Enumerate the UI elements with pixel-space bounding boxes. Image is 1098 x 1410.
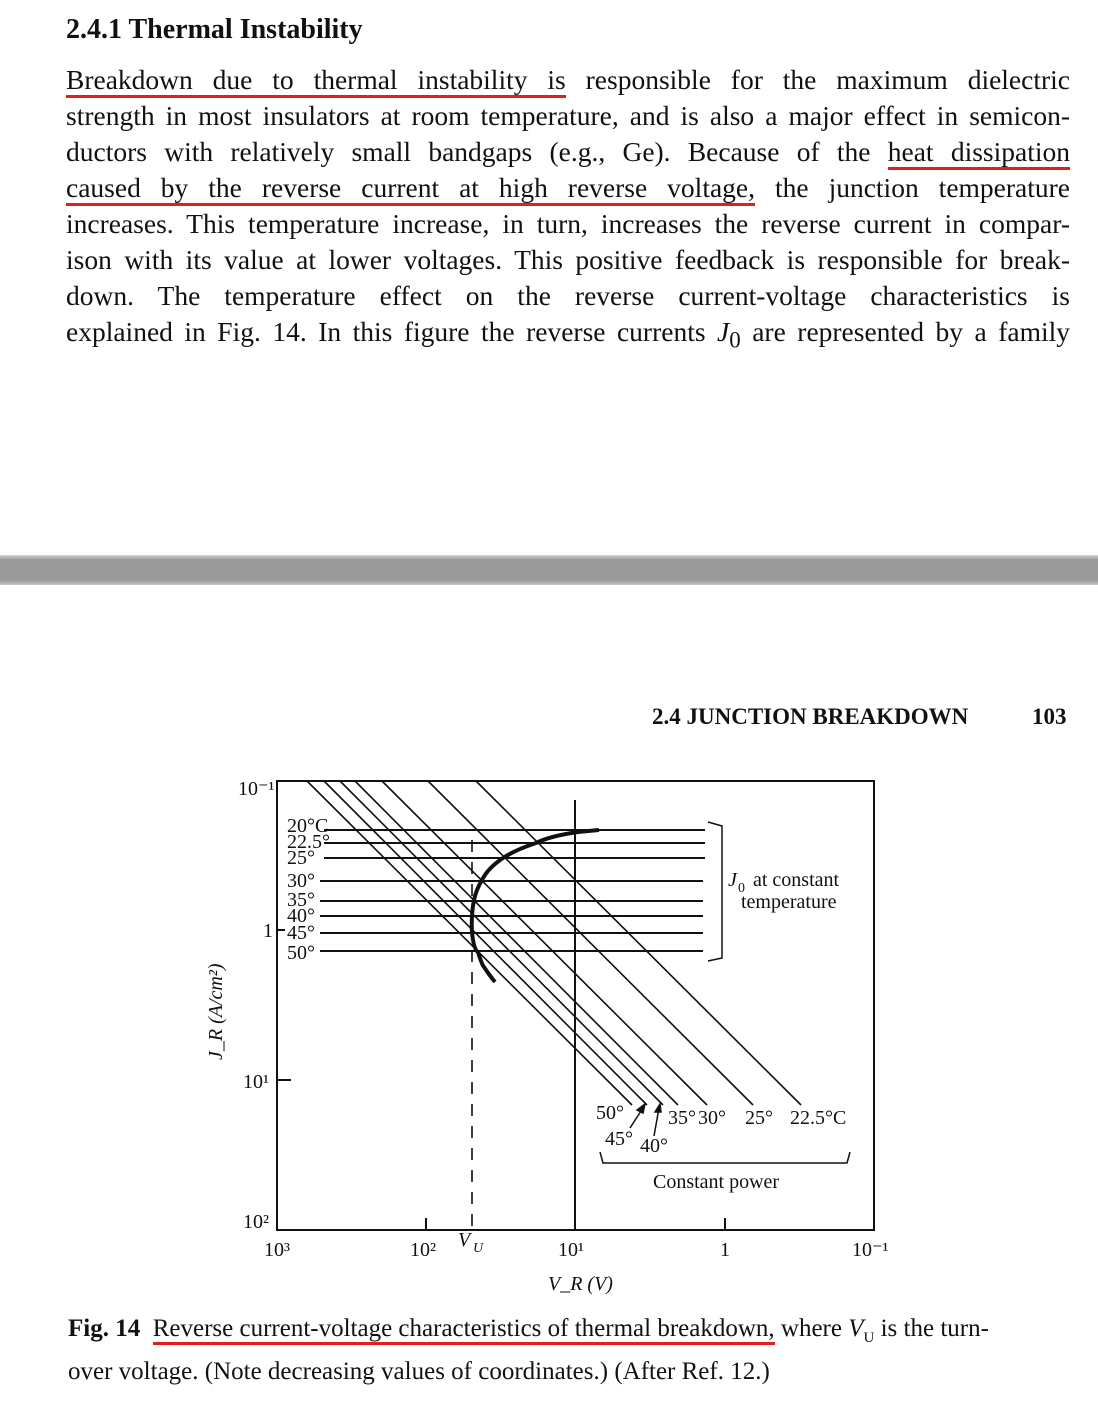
power-label: 45° <box>605 1128 633 1150</box>
power-label: 50° <box>596 1102 624 1124</box>
text: ductors with relatively small bandgaps (e.g., Ge). Because of the <box>66 136 888 167</box>
symbol: V <box>848 1315 864 1342</box>
y-axis-label: J_R (A/cm²) <box>205 963 227 1060</box>
temp-label: 40° <box>287 905 315 927</box>
temp-label: 20°C <box>287 815 329 837</box>
jo-label-line2: temperature <box>741 891 837 913</box>
page-number: 103 <box>1032 704 1067 729</box>
constant-temperature-lines <box>320 830 705 951</box>
y-tick-label: 1 <box>263 920 273 942</box>
text: responsible for the maximum dielectric <box>565 64 1070 95</box>
power-label: 25° <box>745 1107 773 1129</box>
temp-label: 35° <box>287 889 315 911</box>
temp-label: 22.5° <box>287 831 330 853</box>
x-tick-label: 10¹ <box>558 1239 584 1261</box>
x-tick-label: 10⁻¹ <box>852 1239 889 1261</box>
temperature-bracket <box>708 822 722 961</box>
subscript: 0 <box>729 327 741 353</box>
x-axis-label: V_R (V) <box>548 1273 613 1295</box>
jo-symbol: J <box>728 869 737 891</box>
text-line: increases. This temperature increase, in turn, increases the reverse current in compar- <box>66 208 1070 239</box>
x-tick-label: 10² <box>410 1239 436 1261</box>
text: explained in Fig. 14. In this figure the reverse currents <box>66 316 718 347</box>
text: is the turn- <box>874 1315 989 1342</box>
temp-label: 50° <box>287 942 315 964</box>
highlight-underline: heat dissipation <box>888 136 1070 170</box>
arrow-head-icon <box>655 1104 661 1112</box>
highlight-underline: Breakdown due to thermal instability is <box>66 64 566 98</box>
running-head: 2.4 JUNCTION BREAKDOWN <box>652 704 969 729</box>
highlight-underline: Reverse current-voltage characteristics of thermal breakdown, <box>153 1315 775 1345</box>
temp-label: 45° <box>287 922 315 944</box>
text: where <box>774 1315 849 1342</box>
section-title: 2.4.1 Thermal Instability <box>66 14 363 45</box>
arrow-head-icon <box>637 1104 645 1113</box>
power-label: 22.5°C <box>790 1107 847 1129</box>
y-tick-label: 10⁻¹ <box>238 778 275 800</box>
power-label: 35° <box>668 1107 696 1129</box>
y-tick-label: 10² <box>243 1211 269 1233</box>
operating-curve <box>472 830 599 982</box>
text-line: down. The temperature effect on the reverse current-voltage characteristics is <box>66 280 1070 311</box>
power-label: 30° <box>698 1107 726 1129</box>
text: are represented by a family <box>740 316 1070 347</box>
text: the junction temperature <box>755 172 1070 203</box>
y-tick-label: 10¹ <box>243 1071 269 1093</box>
power-label: 40° <box>640 1135 668 1157</box>
subscript: U <box>863 1330 875 1346</box>
jo-subscript: 0 <box>738 881 745 896</box>
symbol: J <box>717 316 730 347</box>
temp-label: 30° <box>287 870 315 892</box>
jo-label: at constant <box>748 869 840 891</box>
caption-label: Fig. 14 <box>68 1315 141 1342</box>
text-line: ison with its value at lower voltages. This positive feedback is responsible for break- <box>66 244 1070 275</box>
temp-label: 25° <box>287 847 315 869</box>
text-line: strength in most insulators at room temperature, and is also a major effect in semicon- <box>66 100 1070 131</box>
constant-power-label: Constant power <box>653 1171 780 1193</box>
x-tick-label: 10³ <box>264 1239 290 1261</box>
vu-label: V <box>458 1229 471 1251</box>
x-tick-label: 1 <box>720 1239 730 1261</box>
power-bracket <box>600 1152 850 1163</box>
label-arrows <box>630 1104 661 1136</box>
highlight-underline: caused by the reverse current at high reverse voltage, <box>66 172 755 206</box>
caption-line <box>68 1312 1068 1355</box>
vu-subscript: U <box>473 1241 484 1256</box>
figure-caption <box>68 1312 1068 1388</box>
caption-line: over voltage. (Note decreasing values of coordinates.) (After Ref. 12.) <box>68 1358 770 1385</box>
